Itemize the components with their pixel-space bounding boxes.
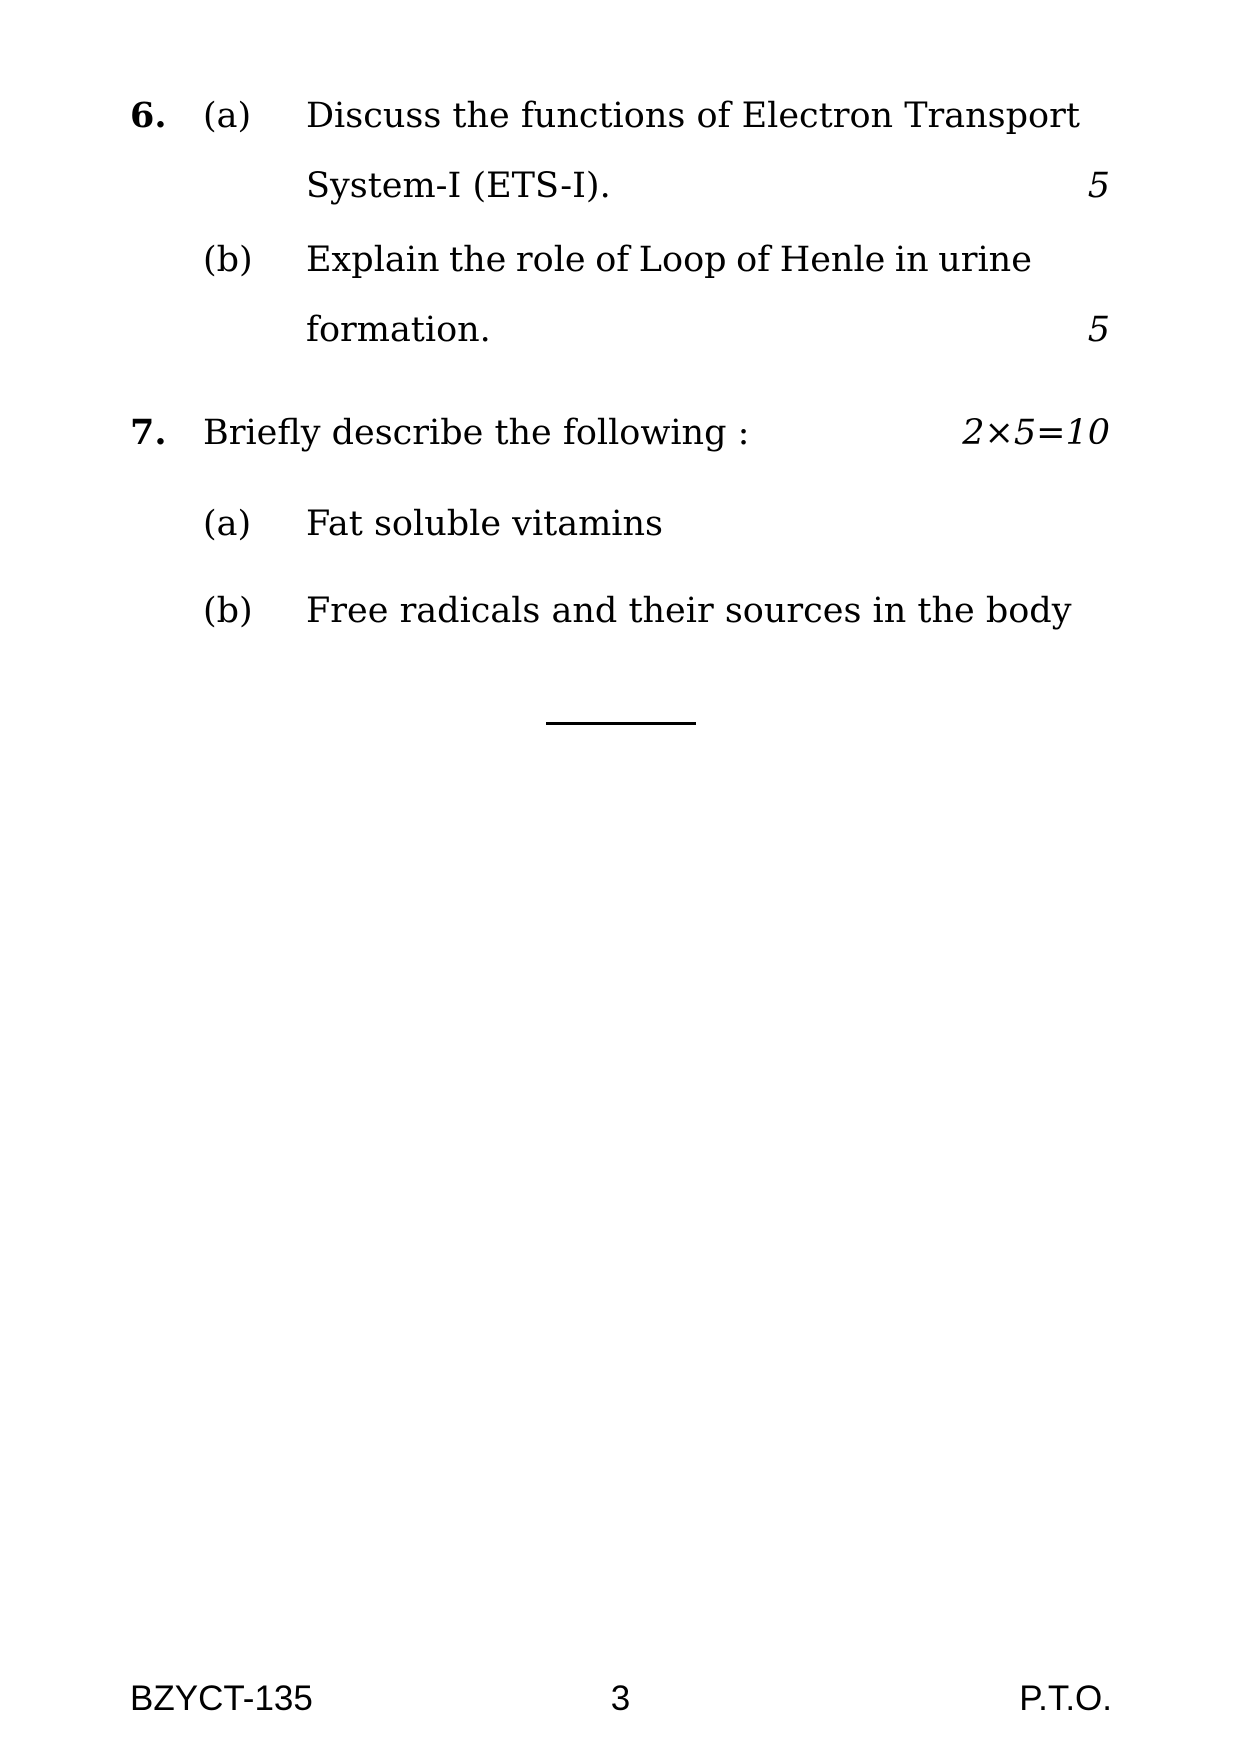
question-6b-marks: 5 bbox=[1087, 310, 1110, 350]
question-6b-text-line1 bbox=[306, 239, 1032, 281]
question-6a-label: (a) bbox=[203, 96, 252, 136]
footer-pto: P.T.O. bbox=[1019, 1679, 1112, 1718]
word: in bbox=[894, 240, 929, 280]
footer-course-code: BZYCT-135 bbox=[130, 1679, 313, 1718]
word: Loop bbox=[638, 240, 727, 280]
word: of bbox=[736, 240, 771, 280]
question-6b-label: (b) bbox=[203, 240, 253, 280]
question-7-marks: 2×5=10 bbox=[962, 413, 1110, 453]
footer-page-number: 3 bbox=[610, 1679, 631, 1718]
word: the bbox=[449, 240, 507, 280]
question-6a-text-line1: Discuss the functions of Electron Transport bbox=[306, 96, 1080, 136]
word: Henle bbox=[779, 240, 886, 280]
question-6a-text-line2: System-I (ETS-I). bbox=[306, 166, 611, 206]
question-7b-label: (b) bbox=[203, 591, 253, 631]
question-7-number: 7. bbox=[130, 412, 167, 453]
question-7-stem: Briefly describe the following : bbox=[203, 413, 750, 453]
word: Explain bbox=[306, 240, 440, 280]
end-of-questions-rule bbox=[546, 722, 696, 725]
question-6-number: 6. bbox=[130, 95, 167, 136]
question-7a-text: Fat soluble vitamins bbox=[306, 504, 663, 544]
question-6b-text-line2: formation. bbox=[306, 310, 491, 350]
word: role bbox=[515, 240, 586, 280]
question-7a-label: (a) bbox=[203, 504, 252, 544]
question-6a-marks: 5 bbox=[1087, 166, 1110, 206]
word: urine bbox=[938, 240, 1032, 280]
question-7b-text: Free radicals and their sources in the body bbox=[306, 591, 1072, 631]
word: of bbox=[595, 240, 630, 280]
